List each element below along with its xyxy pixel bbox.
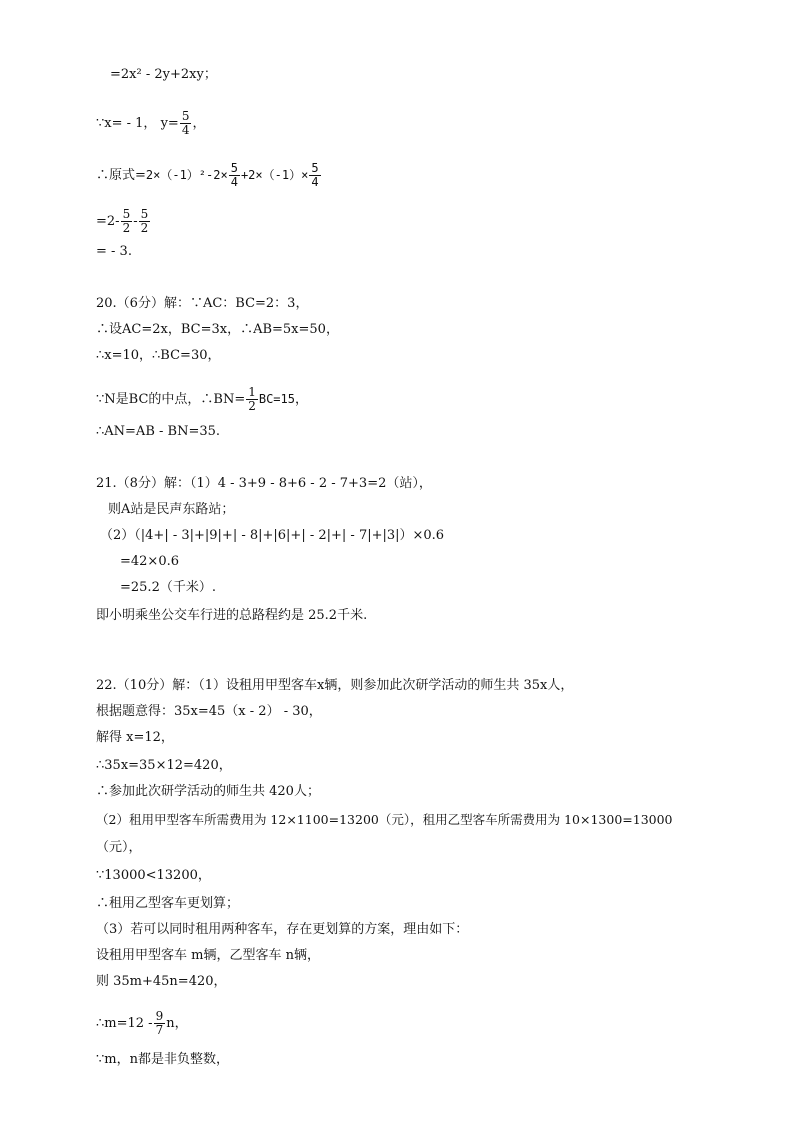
q22-line-14: ∵m，n都是非负整数， (96, 1052, 229, 1067)
q21-line-1: 21.（8分）解：（1）4 - 3+9 - 8+6 - 2 - 7+3=2（站）， (96, 476, 432, 491)
q20-line-2: ∴设AC=2x，BC=3x，∴AB=5x=50， (96, 322, 339, 337)
q20-line-5: ∴AN=AB - BN=35. (96, 424, 221, 439)
q22-line-10: （3）若可以同时租用两种客车，存在更划算的方案，理由如下： (96, 922, 469, 937)
q22-line-12: 则 35m+45n=420， (96, 974, 227, 989)
q21-line-5: =25.2（千米）. (120, 580, 216, 595)
q22-line-3: 解得 x=12， (96, 730, 174, 745)
q22-line-13: ∴m=12 - $\frac{9}{7}$ n， (96, 1009, 188, 1037)
q22-line-1: 22.（10分）解：（1）设租用甲型客车x辆，则参加此次研学活动的师生共 35x人， (96, 678, 574, 693)
q22-line-6: （2）租用甲型客车所需费用为 12×1100=13200（元），租用乙型客车所需费用为 10×1300=13000 (96, 812, 673, 827)
fraction-5-2-b: $\frac{5}{2}$ (140, 207, 149, 235)
result-line: = - 3. (96, 244, 132, 259)
fraction-5-4-a: $\frac{5}{4}$ (230, 161, 238, 189)
given-line: ∵x= - 1， y= $\frac{5}{4}$ ， (96, 109, 206, 137)
q22-line-7: （元）， (96, 840, 142, 855)
q22-line-2: 根据题意得：35x=45（x - 2） - 30， (96, 704, 322, 719)
given-x: ∵x= - 1， (96, 116, 157, 131)
q22-line-5: ∴参加此次研学活动的师生共 420人； (96, 784, 320, 799)
fraction-1-2: $\frac{1}{2}$ (248, 385, 256, 413)
q22-line-4: ∴35x=35×12=420， (96, 758, 232, 773)
fraction-9-7: $\frac{9}{7}$ (155, 1009, 164, 1037)
q22-line-9: ∴租用乙型客车更划算； (96, 896, 240, 911)
q20-line-3: ∴x=10，∴BC=30， (96, 348, 221, 363)
q21-line-3: （2）（|4+| - 3|+|9|+| - 8|+|6|+| - 2|+| - 7|+|3|）×0.6 (100, 528, 445, 543)
q21-line-6: 即小明乘坐公交车行进的总路程约是 25.2千米. (96, 608, 368, 623)
q20-line-4: ∵N是BC的中点，∴BN= $\frac{1}{2}$ BC=15， (96, 385, 308, 413)
q22-line-11: 设租用甲型客车 m辆，乙型客车 n辆， (96, 948, 320, 963)
fraction-5-2-a: $\frac{5}{2}$ (122, 207, 131, 235)
expr-line-1: =2x² - 2y+2xy； (110, 67, 217, 82)
q21-line-2: 则A站是民声东路站； (108, 502, 235, 517)
q21-line-4: =42×0.6 (120, 554, 180, 569)
fraction-5-4-b: $\frac{5}{4}$ (311, 161, 319, 189)
q22-line-8: ∵13000<13200， (96, 868, 211, 883)
q20-line-1: 20.（6分）解：∵AC：BC=2：3， (96, 296, 309, 311)
fraction-5-4: $\frac{5}{4}$ (181, 109, 190, 137)
given-y: y= (160, 116, 179, 131)
substitution-line: ∴原式=2×（-1）²-2× $\frac{5}{4}$ +2×（-1）× $\frac{5}{4}$ (96, 161, 319, 189)
simplify-line: =2- $\frac{5}{2}$ - $\frac{5}{2}$ (96, 207, 149, 235)
